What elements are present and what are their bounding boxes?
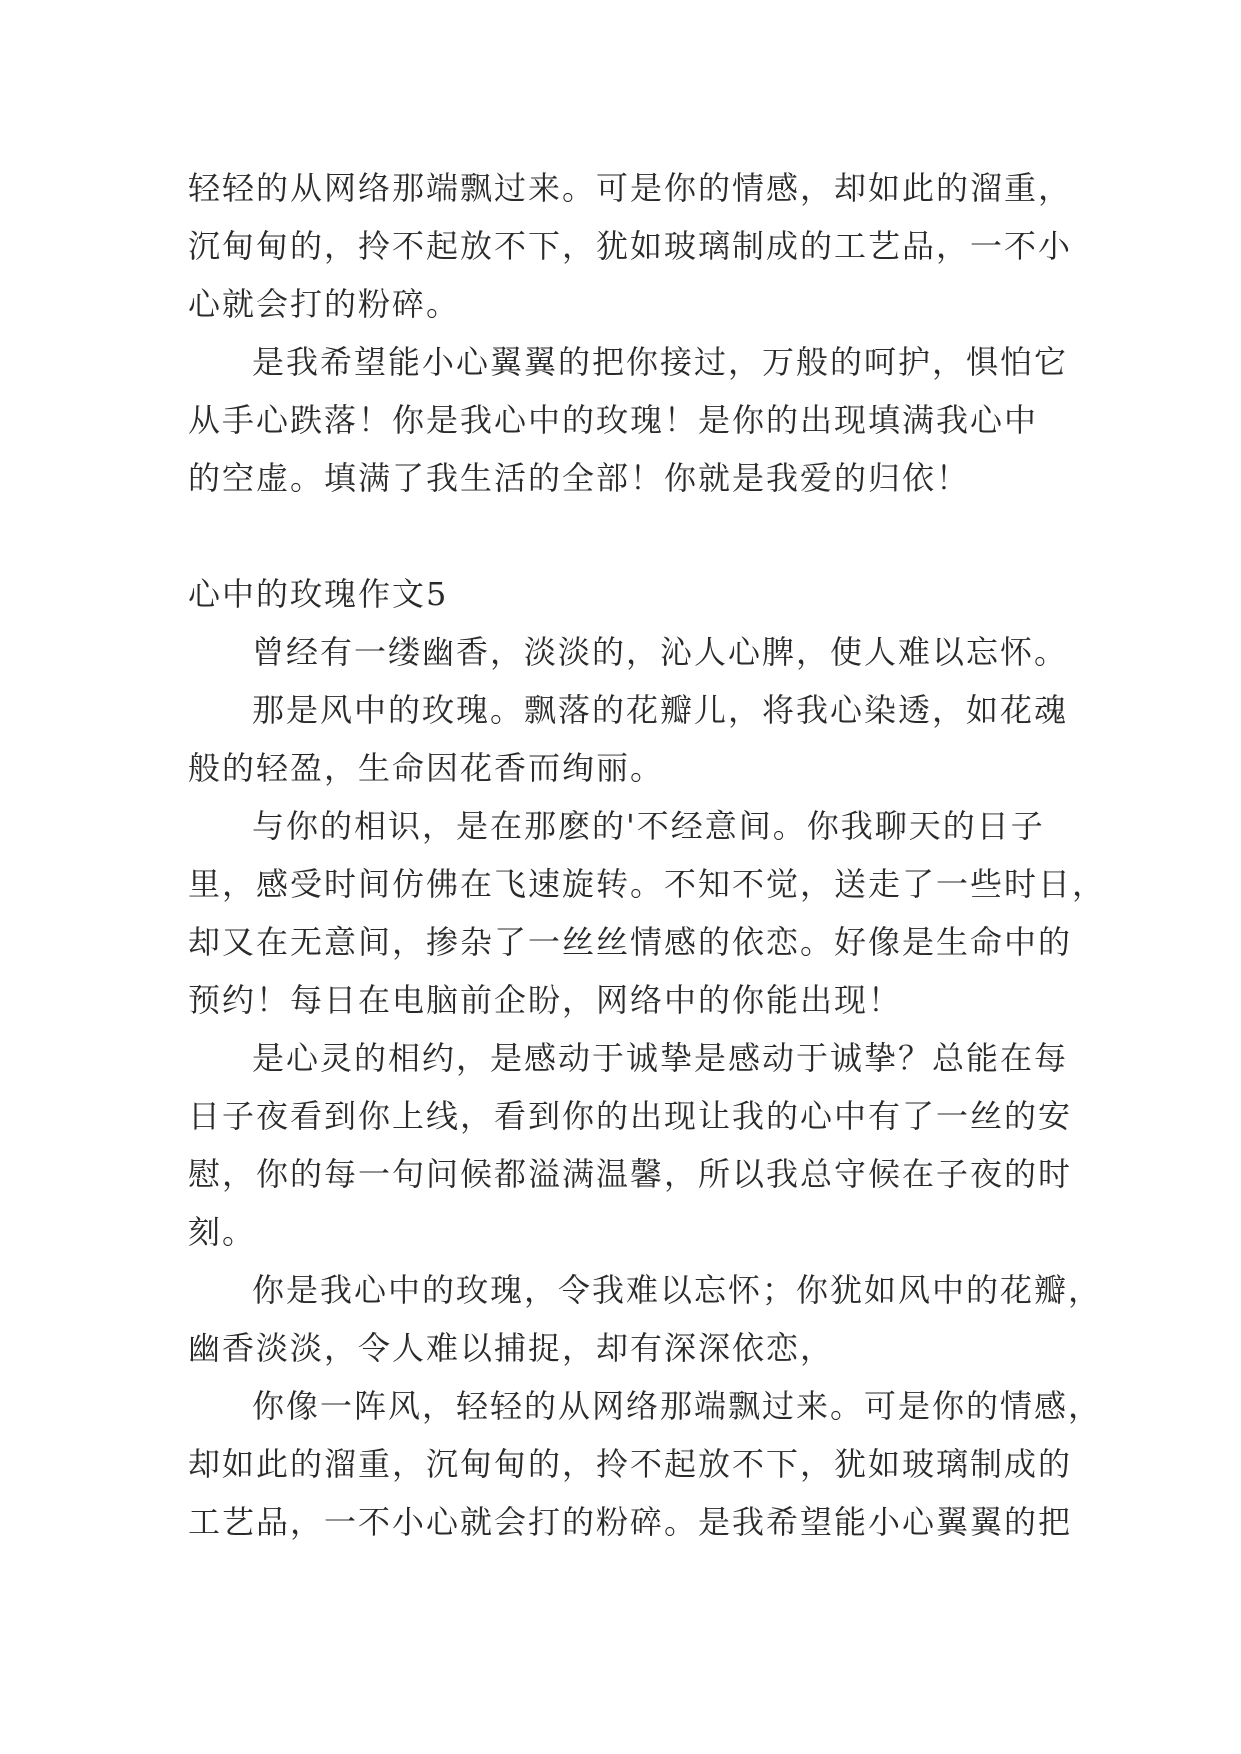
text-line: 日子夜看到你上线，看到你的出现让我的心中有了一丝的安 — [188, 1097, 1073, 1135]
text-line: 那是风中的玫瑰。飘落的花瓣儿，将我心染透，如花魂 — [252, 691, 1069, 729]
text-line: 慰，你的每一句问候都溢满温馨，所以我总守候在子夜的时 — [188, 1155, 1073, 1193]
text-line: 是心灵的相约，是感动于诚挚是感动于诚挚？总能在每 — [252, 1039, 1069, 1077]
text-line: 你像一阵风，轻轻的从网络那端飘过来。可是你的情感， — [252, 1387, 1103, 1425]
text-line: 从手心跌落！你是我心中的玫瑰！是你的出现填满我心中 — [188, 401, 1039, 439]
text-line: 曾经有一缕幽香，淡淡的，沁人心脾，使人难以忘怀。 — [252, 633, 1069, 671]
text-line: 轻轻的从网络那端飘过来。可是你的情感，却如此的溜重， — [188, 169, 1073, 207]
text-line: 刻。 — [188, 1213, 257, 1251]
text-line: 幽香淡淡，令人难以捕捉，却有深深依恋， — [188, 1329, 835, 1367]
text-line: 心就会打的粉碎。 — [188, 285, 461, 323]
text-line: 沉甸甸的，拎不起放不下，犹如玻璃制成的工艺品，一不小 — [188, 227, 1073, 265]
text-line: 却又在无意间，掺杂了一丝丝情感的依恋。好像是生命中的 — [188, 923, 1073, 961]
section-heading: 心中的玫瑰作文5 — [188, 575, 449, 613]
text-line: 里，感受时间仿佛在飞速旋转。不知不觉，送走了一些时日， — [188, 865, 1107, 903]
text-line: 工艺品，一不小心就会打的粉碎。是我希望能小心翼翼的把 — [188, 1503, 1073, 1541]
text-line: 你是我心中的玫瑰，令我难以忘怀；你犹如风中的花瓣， — [252, 1271, 1103, 1309]
text-line: 的空虚。填满了我生活的全部！你就是我爱的归依！ — [188, 459, 971, 497]
text-line: 是我希望能小心翼翼的把你接过，万般的呵护，惧怕它 — [252, 343, 1069, 381]
text-line: 与你的相识，是在那麽的'不经意间。你我聊天的日子 — [252, 807, 1045, 845]
text-line: 却如此的溜重，沉甸甸的，拎不起放不下，犹如玻璃制成的 — [188, 1445, 1073, 1483]
text-line: 般的轻盈，生命因花香而绚丽。 — [188, 749, 665, 787]
text-line: 预约！每日在电脑前企盼，网络中的你能出现！ — [188, 981, 903, 1019]
